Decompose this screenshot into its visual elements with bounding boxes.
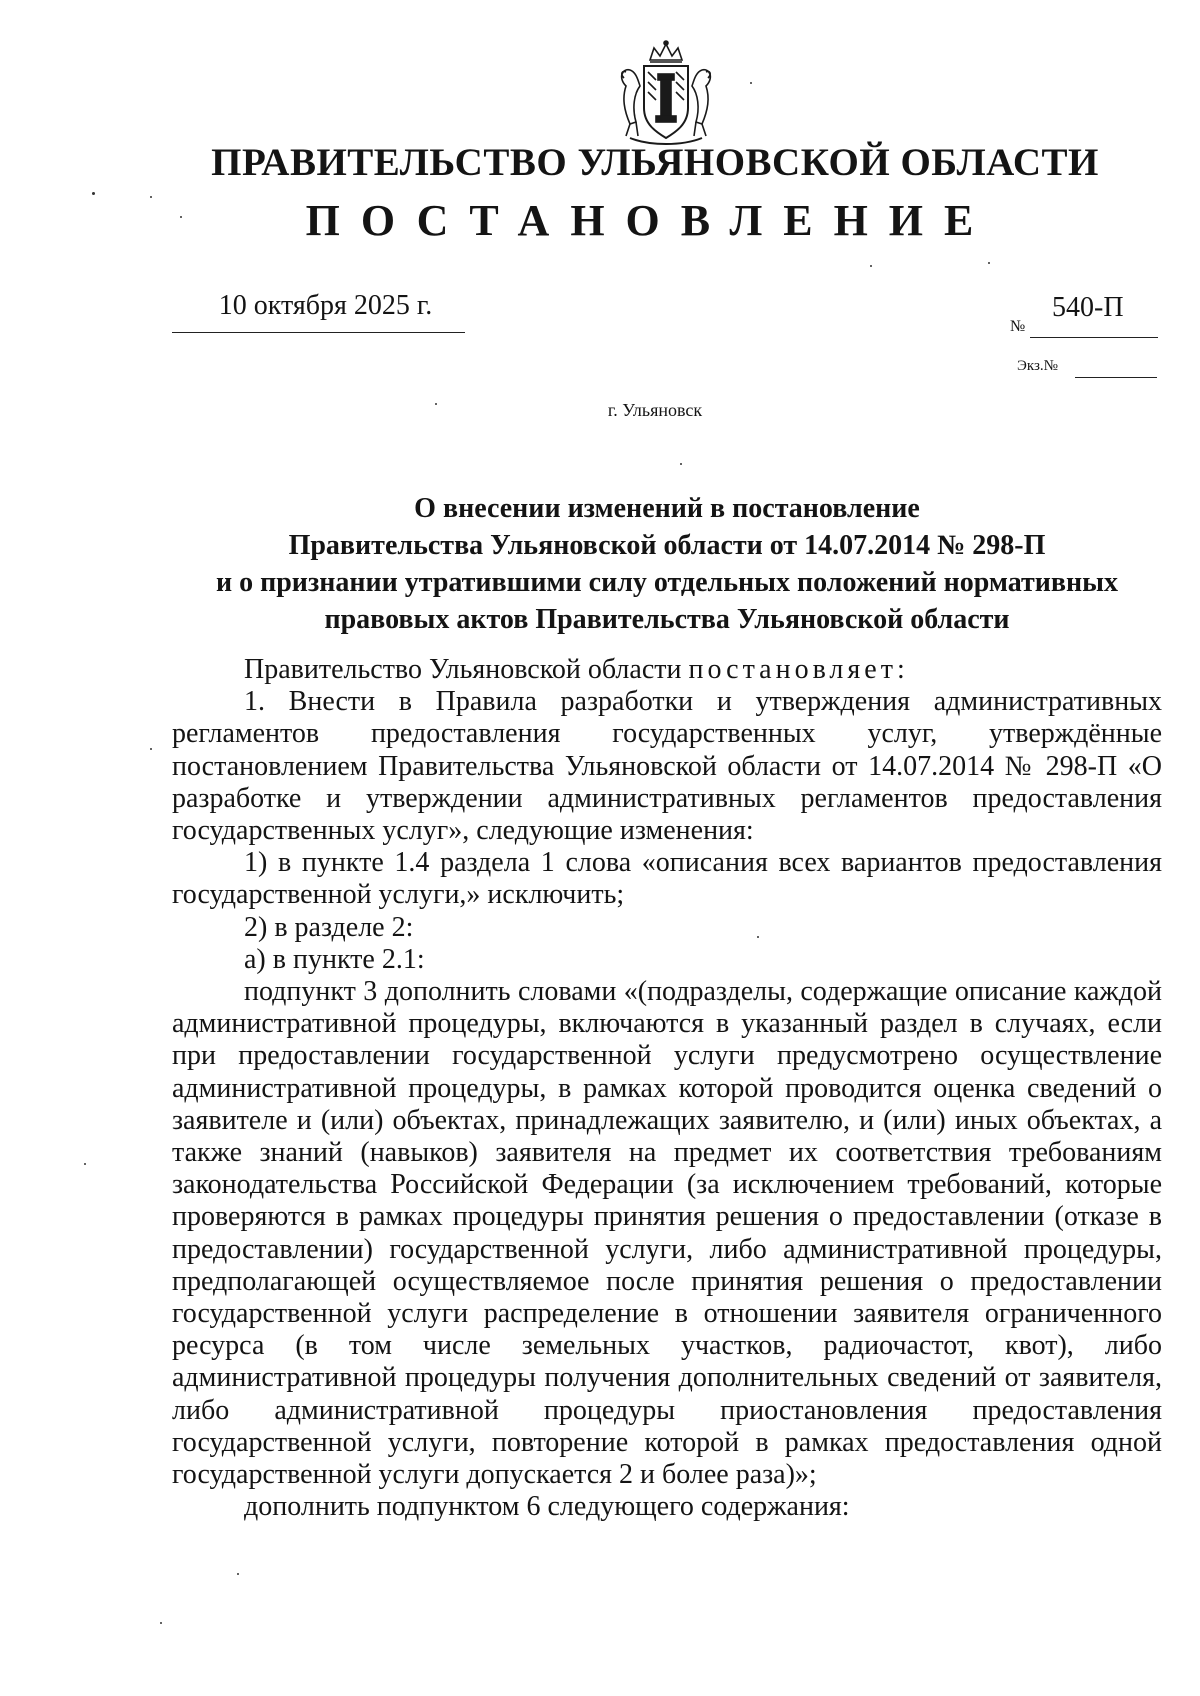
title-line: О внесении изменений в постановление — [414, 493, 920, 524]
number-underline — [1030, 337, 1158, 338]
body-paragraph: дополнить подпунктом 6 следующего содержания: — [244, 1491, 850, 1523]
title-line: и о признании утратившими силу отдельных положений нормативных — [215, 567, 1119, 598]
document-type: ПОСТАНОВЛЕНИЕ — [305, 196, 995, 245]
government-name: ПРАВИТЕЛЬСТВО УЛЬЯНОВСКОЙ ОБЛАСТИ — [211, 141, 1099, 184]
scan-speck — [988, 262, 990, 264]
title-line: правовых актов Правительства Ульяновской области — [324, 604, 1010, 635]
copy-number-label: Экз.№ — [1017, 358, 1058, 374]
title-line: Правительства Ульяновской области от 14.07.2014 № 298-П — [288, 530, 1046, 561]
city: г. Ульяновск — [607, 400, 703, 420]
document-body — [172, 654, 1162, 1523]
document-number: 540-П — [1052, 292, 1124, 323]
copy-number-block — [1017, 358, 1157, 380]
body-paragraph: 1) в пункте 1.4 раздела 1 слова «описания всех вариантов предоставления государственной услуги,» исключить; — [172, 847, 1162, 911]
preamble-text: Правительство Ульяновской области — [244, 654, 689, 685]
scan-speck — [237, 1573, 239, 1575]
copy-number-underline — [1075, 377, 1157, 378]
date-block — [172, 290, 465, 333]
scan-speck — [870, 265, 872, 267]
preamble-colon: : — [896, 654, 905, 685]
scan-speck — [750, 82, 752, 84]
scan-speck — [92, 192, 95, 195]
scan-speck — [84, 1163, 86, 1165]
scan-speck — [757, 936, 759, 938]
scan-speck — [150, 196, 152, 198]
number-block — [1010, 292, 1158, 338]
document-title — [172, 490, 1162, 638]
date-underline — [172, 332, 465, 333]
scan-speck — [160, 1622, 162, 1624]
body-paragraph: подпункт 3 дополнить словами «(подразделы, содержащие описание каждой административной процедуры, включаются в указанный раздел в случаях, если при предоставлении государственной услуги предусмотрено осуществление административной процедуры, в рамках которой проводится оценка сведений о заявителе и (или) объектах, принадлежащих заявителю, и (или) иных объектах, а также знаний (навыков) заявителя на предмет их соответствия требованиям законодательства Российской Федерации (за исключением требований, которые проверяются в рамках процедуры принятия решения о предоставлении (отказе в предоставлении) государственной услуги, либо административной процедуры, предполагающей осуществляемое после принятия решения о предоставлении государственной услуги распределение в отношении заявителя ограниченного ресурса (в том числе земельных участков, радиочастот, квот), либо административной процедуры получения дополнительных сведений от заявителя, либо административной процедуры приостановления предоставления государственной услуги, повторение которой в рамках предоставления одной государственной услуги допускается 2 и более раза)»; — [172, 976, 1162, 1491]
scan-speck — [180, 216, 182, 218]
document-date: 10 октября 2025 г. — [218, 290, 433, 321]
body-paragraph: а) в пункте 2.1: — [244, 943, 425, 975]
number-label: № — [1010, 318, 1026, 335]
decree-word: постановляет — [688, 654, 897, 685]
body-paragraph: 2) в разделе 2: — [244, 911, 414, 943]
scan-speck — [435, 403, 437, 405]
scan-speck — [150, 748, 152, 750]
coat-of-arms-icon — [610, 38, 722, 150]
preamble — [172, 654, 1162, 686]
body-paragraph: 1. Внести в Правила разработки и утверждения административных регламентов предоставления государственных услуг, утверждённые постановлением Правительства Ульяновской области от 14.07.2014 № 298-П «О разработке и утверждении административных регламентов предоставления государственных услуг», следующие изменения: — [172, 686, 1162, 847]
scan-speck — [680, 463, 682, 465]
